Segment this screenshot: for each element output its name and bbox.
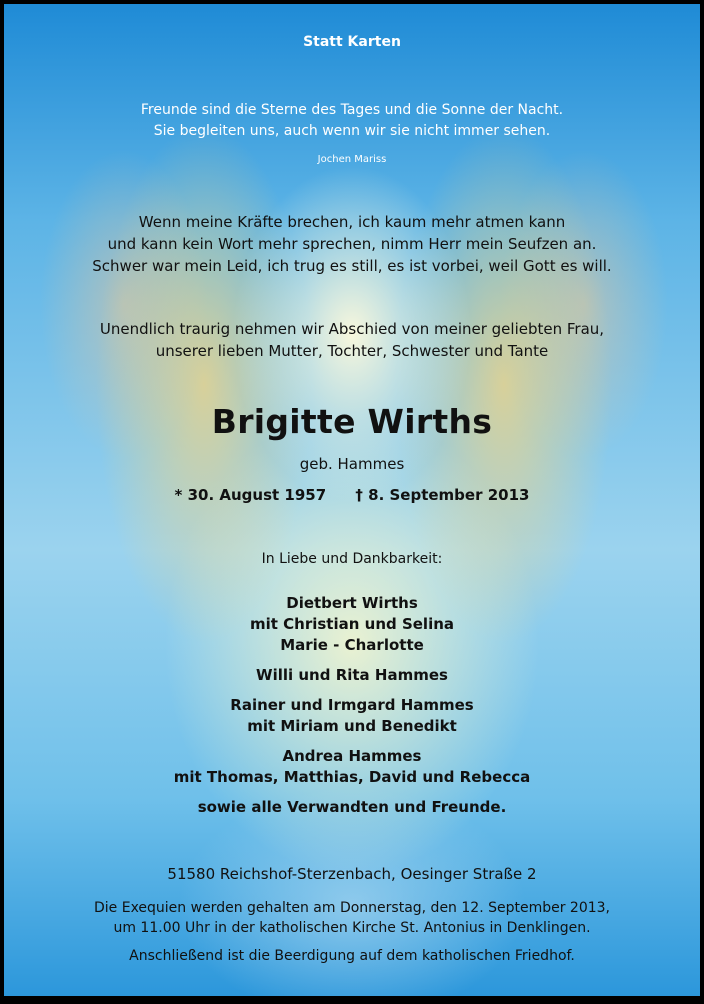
quote-line-2: Sie begleiten uns, auch wenn wir sie nicht immer sehen.	[153, 123, 551, 139]
mourner-group	[4, 695, 700, 737]
mourner-line: Marie - Charlotte	[280, 636, 424, 654]
mourner-line: sowie alle Verwandten und Freunde.	[197, 798, 507, 816]
service-info	[4, 898, 700, 938]
mourner-group	[4, 797, 700, 818]
mourner-line: mit Christian und Selina	[249, 615, 455, 633]
mourner-group	[4, 665, 700, 686]
deceased-name: Brigitte Wirths	[211, 402, 493, 441]
mourner-group	[4, 593, 700, 656]
mourner-line: Andrea Hammes	[282, 747, 422, 765]
maiden-name: geb. Hammes	[299, 455, 405, 473]
service-line-2: um 11.00 Uhr in der katholischen Kirche St. Antonius in Denklingen.	[113, 920, 591, 936]
mourner-group	[4, 746, 700, 788]
announcement	[4, 318, 700, 362]
death-date: † 8. September 2013	[355, 486, 530, 504]
mourners-intro: In Liebe und Dankbarkeit:	[261, 551, 443, 567]
mourner-line: mit Miriam und Benedikt	[247, 717, 457, 735]
mourner-line: Willi und Rita Hammes	[256, 666, 448, 684]
mourner-line: mit Thomas, Matthias, David und Rebecca	[173, 768, 531, 786]
mourner-line: Dietbert Wirths	[286, 594, 418, 612]
mourner-line: Rainer und Irmgard Hammes	[230, 696, 474, 714]
announcement-line-1: Unendlich traurig nehmen wir Abschied von meiner geliebten Frau,	[99, 320, 605, 338]
verse	[4, 211, 700, 277]
birth-date: * 30. August 1957	[174, 486, 327, 504]
mourners-list	[4, 593, 700, 827]
statt-karten-heading: Statt Karten	[303, 34, 401, 50]
quote	[4, 100, 700, 142]
quote-author: Jochen Mariss	[317, 154, 387, 165]
obituary-card	[4, 4, 700, 996]
service-line-1: Die Exequien werden gehalten am Donnerstag, den 12. September 2013,	[93, 900, 611, 916]
verse-line-1: Wenn meine Kräfte brechen, ich kaum mehr atmen kann	[138, 213, 566, 231]
life-dates	[4, 486, 700, 504]
verse-line-2: und kann kein Wort mehr sprechen, nimm Herr mein Seufzen an.	[107, 235, 597, 253]
burial-info: Anschließend ist die Beerdigung auf dem katholischen Friedhof.	[129, 948, 575, 964]
announcement-line-2: unserer lieben Mutter, Tochter, Schwester und Tante	[155, 342, 549, 360]
verse-line-3: Schwer war mein Leid, ich trug es still, es ist vorbei, weil Gott es will.	[92, 257, 612, 275]
address: 51580 Reichshof-Sterzenbach, Oesinger Straße 2	[167, 865, 537, 883]
quote-line-1: Freunde sind die Sterne des Tages und die Sonne der Nacht.	[140, 102, 564, 118]
